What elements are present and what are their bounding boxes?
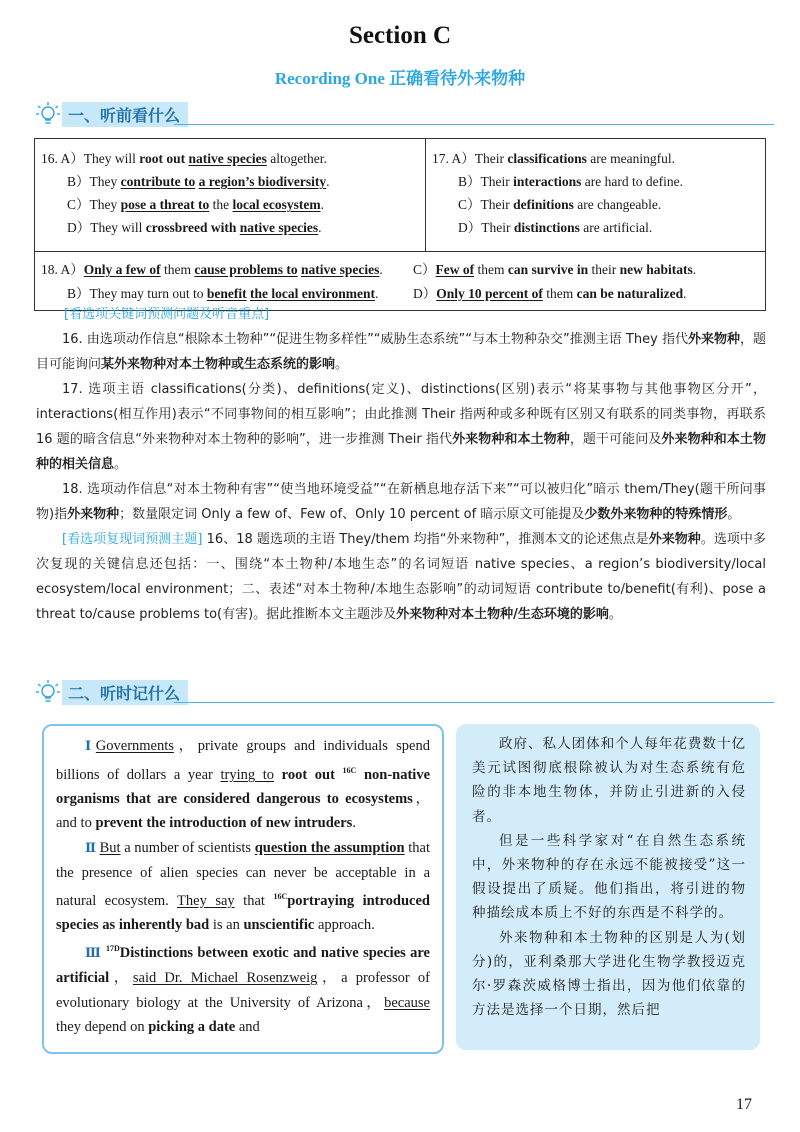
translation-paragraph-1: 政府、私人团体和个人每年花费数十亿美元试图彻底根除被认为对生态系统有危险的非本地生物体，并防止引进新的入侵者。	[472, 736, 746, 825]
question-17	[426, 139, 766, 252]
divider	[174, 124, 774, 125]
analysis-notes	[36, 302, 766, 627]
q18-option-b: B）They may turn out to benefit the local environment.	[67, 286, 379, 301]
question-16	[35, 139, 426, 252]
translation-paragraph-3: 外来物种和本土物种的区别是人为(划分)的，亚利桑那大学进化生物学教授迈克尔·罗森茨威格博士指出，因为他们依靠的方法是选择一个日期，然后把	[472, 929, 746, 1019]
q18-option-c: C）Few of them can survive in their new habitats.	[413, 262, 697, 277]
transcript-paragraph-2: Ⅱ But a number of scientists question the assumption that the presence of alien species can never be acceptable in a natural ecosystem. They say that $^{16C}$portraying introduced species as inherently bad is an unscientific approach.	[56, 839, 430, 934]
lightbulb-icon	[34, 678, 64, 708]
section-label: 一、听前看什么	[62, 102, 188, 127]
tag-theme-prediction: [看选项复现词预测主题]	[62, 532, 203, 547]
q16-option-a: 16. A）They will root out native species altogether.	[41, 151, 327, 166]
note-17: 17. 选项主语 classifications(分类)、definitions(定义)、distinctions(区别)表示“将某事物与其他事物区分开”，interactions(相互作用)表示“不同事物间的相互影响”；由此推测 Their 指两种或多种既有区别又有联系的同类事物，再联系 16 题的暗含信息“外来物种对本土物种的影响”，进一步推测 Their 指代外来物种和本土物种，题干可能问及外来物种和本土物种的相关信息。	[36, 382, 766, 472]
tag-keyword-prediction: [看选项关键词预测问题及听音重点]	[64, 307, 270, 322]
transcript-paragraph-3: Ⅲ $^{17D}$Distinctions between exotic and native species are artificial，said Dr. Michael Rosenzweig，a professor of evolutionary biology at the University of Arizona，because they depend on picking a date and	[56, 944, 430, 1035]
section-header-before-listening	[34, 100, 774, 130]
recording-title: Recording One 正确看待外来物种	[274, 69, 526, 88]
note-18: 18. 选项动作信息“对本土物种有害”“使当地环境受益”“在新栖息地存活下来”“可以被归化”暗示 them/They(题干所问事物)指外来物种；数量限定词 Only a few of、Few of、Only 10 percent of 暗示原文可能提及少数外来物种的特殊情形。	[36, 482, 766, 522]
section-title: Section C	[348, 22, 452, 49]
q17-option-d: D）Their distinctions are artificial.	[458, 220, 653, 235]
note-16: 16. 由选项动作信息“根除本土物种”“促进生物多样性”“威胁生态系统”“与本土物种杂交”推测主语 They 指代外来物种，题目可能询问某外来物种对本土物种或生态系统的影响。	[36, 332, 766, 372]
english-transcript-box	[42, 724, 444, 1054]
q17-option-a: 17. A）Their classifications are meaningful.	[432, 151, 675, 166]
q18-option-a: 18. A）Only a few of them cause problems to native species.	[41, 262, 383, 277]
q16-option-c: C）They pose a threat to the local ecosystem.	[67, 197, 324, 212]
q16-option-d: D）They will crossbreed with native species.	[67, 220, 322, 235]
chinese-translation-box	[456, 724, 760, 1050]
note-theme: [看选项复现词预测主题] 16、18 题选项的主语 They/them 均指“外来物种”，推测本文的论述焦点是外来物种。选项中多次复现的关键信息还包括：一、围绕“本土物种/本地生态”的名词短语 native species、a region’s biodiversity/local ecosystem/local environment；二、表述“对本土物种/本地生态影响”的动词短语 contribute to/benefit(有利)、pose a threat to/cause problems to(有害)。据此推断本文主题涉及外来物种对本土物种/生态环境的影响。	[36, 532, 766, 622]
divider	[174, 702, 774, 703]
translation-paragraph-2: 但是一些科学家对“在自然生态系统中，外来物种的存在永远不能被接受”这一假设提出了质疑。他们指出，将引进的物种描绘成本质上不好的东西是不科学的。	[472, 832, 746, 922]
q17-option-b: B）Their interactions are hard to define.	[458, 174, 683, 189]
q16-option-b: B）They contribute to a region’s biodiversity.	[67, 174, 330, 189]
page-number: 17	[736, 1096, 752, 1113]
transcript-paragraph-1: ⅠGovernments，private groups and individuals spend billions of dollars a year trying to root out $^{16C}$ non-native organisms that are considered dangerous to ecosystems，and to prevent the introduction of new intruders.	[56, 738, 431, 832]
lightbulb-icon	[34, 100, 64, 130]
section-header-while-listening	[34, 678, 774, 708]
q18-option-d: D）Only 10 percent of them can be naturalized.	[413, 286, 687, 301]
section-label: 二、听时记什么	[62, 680, 188, 705]
q17-option-c: C）Their definitions are changeable.	[458, 197, 662, 212]
options-table	[34, 138, 766, 311]
